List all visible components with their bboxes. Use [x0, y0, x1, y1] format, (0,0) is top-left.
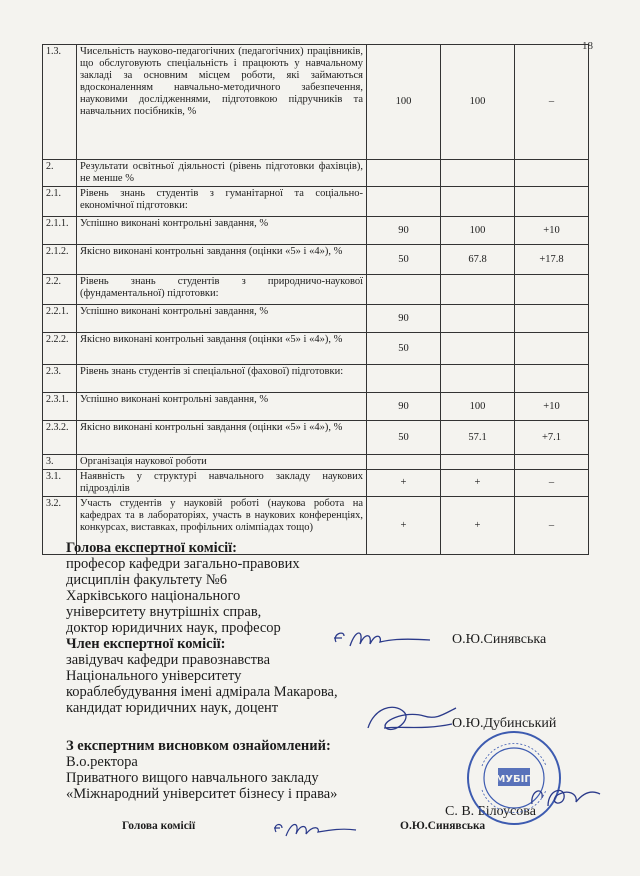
acquainted-heading: З експертним висновком ознайомлений: [66, 738, 331, 754]
row-deviation [515, 333, 589, 365]
row-deviation: +10 [515, 393, 589, 421]
row-number: 2.1.1. [43, 217, 77, 245]
row-deviation [515, 160, 589, 187]
table-row [43, 365, 589, 393]
row-number: 2.3.2. [43, 421, 77, 455]
row-number: 2.2.1. [43, 305, 77, 333]
table-row [43, 217, 589, 245]
row-standard-value [367, 275, 441, 305]
row-deviation: +10 [515, 217, 589, 245]
stamp-logo-text: МУБІП [495, 774, 533, 785]
row-actual-value [441, 275, 515, 305]
row-standard-value [367, 455, 441, 470]
row-criterion: Рівень знань студентів з гуманітарної та соціально-економічної підготовки: [77, 187, 367, 217]
row-deviation [515, 365, 589, 393]
chair-signature [330, 622, 440, 658]
row-deviation: – [515, 497, 589, 555]
row-number: 3.2. [43, 497, 77, 555]
table-row [43, 470, 589, 497]
row-actual-value: + [441, 470, 515, 497]
row-deviation: – [515, 45, 589, 160]
member-line: кораблебудування імені адмірала Макарова, [66, 684, 338, 700]
row-number: 2. [43, 160, 77, 187]
table-row [43, 160, 589, 187]
row-standard-value: 90 [367, 305, 441, 333]
row-standard-value: + [367, 497, 441, 555]
chair-line: професор кафедри загально-правових [66, 556, 300, 572]
row-number: 1.3. [43, 45, 77, 160]
row-criterion: Результати освітньої діяльності (рівень підготовки фахівців), не менше % [77, 160, 367, 187]
table-row [43, 333, 589, 365]
row-actual-value: 100 [441, 217, 515, 245]
row-number: 3. [43, 455, 77, 470]
row-actual-value: 67.8 [441, 245, 515, 275]
acquainted-line: «Міжнародний університет бізнесу і права» [66, 786, 338, 802]
row-criterion: Чисельність науково-педагогічних (педагогічних) працівників, що обслуговують спеціальність і працюють у навчальному закладі за основним місцем роботи, які займаються вдосконаленням навчально-методичного забезпечення, науковими дослідженнями, підготовкою підручників та навчальних посібників, % [77, 45, 367, 160]
table-row [43, 275, 589, 305]
row-actual-value [441, 160, 515, 187]
row-criterion: Якісно виконані контрольні завдання (оцінки «5» і «4»), % [77, 245, 367, 275]
member-name: О.Ю.Дубинський [452, 716, 557, 731]
row-deviation: – [515, 470, 589, 497]
row-standard-value: + [367, 470, 441, 497]
row-deviation: +7.1 [515, 421, 589, 455]
footer-chair-name: О.Ю.Синявська [400, 820, 486, 832]
row-number: 3.1. [43, 470, 77, 497]
chair-line: дисциплін факультету №6 [66, 572, 227, 588]
table-row [43, 305, 589, 333]
row-deviation [515, 305, 589, 333]
row-actual-value [441, 187, 515, 217]
page-number: 18 [582, 40, 593, 52]
acquainted-line: Приватного вищого навчального закладу [66, 770, 319, 786]
row-standard-value [367, 160, 441, 187]
row-deviation [515, 455, 589, 470]
row-criterion: Успішно виконані контрольні завдання, % [77, 393, 367, 421]
row-actual-value [441, 365, 515, 393]
chair-heading: Голова експертної комісії: [66, 540, 238, 556]
row-standard-value: 50 [367, 333, 441, 365]
table-row [43, 393, 589, 421]
row-actual-value: 100 [441, 45, 515, 160]
member-line: Національного університету [66, 668, 242, 684]
row-standard-value: 100 [367, 45, 441, 160]
row-standard-value [367, 187, 441, 217]
chair-line: Харківського національного [66, 588, 241, 604]
row-actual-value: 100 [441, 393, 515, 421]
row-criterion: Наявність у структурі навчального закладу наукових підрозділів [77, 470, 367, 497]
row-standard-value: 50 [367, 421, 441, 455]
row-criterion: Якісно виконані контрольні завдання (оцінки «5» і «4»), % [77, 421, 367, 455]
row-criterion: Організація наукової роботи [77, 455, 367, 470]
row-number: 2.2. [43, 275, 77, 305]
row-standard-value: 90 [367, 217, 441, 245]
member-line: завідувач кафедри правознавства [66, 652, 270, 668]
member-heading: Член експертної комісії: [66, 636, 226, 652]
table-row [43, 45, 589, 160]
row-criterion: Успішно виконані контрольні завдання, % [77, 305, 367, 333]
table-row [43, 245, 589, 275]
criteria-table [42, 44, 589, 555]
table-row [43, 421, 589, 455]
row-deviation [515, 275, 589, 305]
row-actual-value [441, 305, 515, 333]
member-signature [364, 698, 460, 742]
row-actual-value: 57.1 [441, 421, 515, 455]
row-actual-value: + [441, 497, 515, 555]
row-deviation: +17.8 [515, 245, 589, 275]
row-criterion: Рівень знань студентів з природничо-наукової (фундаментальної) підготовки: [77, 275, 367, 305]
chair-name: О.Ю.Синявська [452, 632, 547, 647]
table-row [43, 455, 589, 470]
rector-signature [526, 780, 606, 818]
acquainted-line: В.о.ректора [66, 754, 138, 770]
row-deviation [515, 187, 589, 217]
row-standard-value: 90 [367, 393, 441, 421]
chair-line: доктор юридичних наук, професор [66, 620, 281, 636]
row-number: 2.2.2. [43, 333, 77, 365]
row-standard-value [367, 365, 441, 393]
chair-line: університету внутрішніх справ, [66, 604, 262, 620]
row-criterion: Успішно виконані контрольні завдання, % [77, 217, 367, 245]
row-number: 2.1.2. [43, 245, 77, 275]
row-actual-value [441, 333, 515, 365]
row-number: 2.3.1. [43, 393, 77, 421]
row-criterion: Якісно виконані контрольні завдання (оцінки «5» і «4»), % [77, 333, 367, 365]
row-actual-value [441, 455, 515, 470]
member-line: кандидат юридичних наук, доцент [66, 700, 279, 716]
table-row [43, 187, 589, 217]
row-criterion: Участь студентів у науковій роботі (наукова робота на кафедрах та в лабораторіях, участь в наукових конференціях, конкурсах, виставках, профільних олімпіадах тощо) [77, 497, 367, 555]
row-number: 2.3. [43, 365, 77, 393]
row-number: 2.1. [43, 187, 77, 217]
acquainted-name: С. В. Білоусова [445, 804, 536, 819]
footer-signature [270, 816, 360, 846]
row-criterion: Рівень знань студентів зі спеціальної (фахової) підготовки: [77, 365, 367, 393]
footer-chair-label: Голова комісії [122, 820, 196, 832]
row-standard-value: 50 [367, 245, 441, 275]
